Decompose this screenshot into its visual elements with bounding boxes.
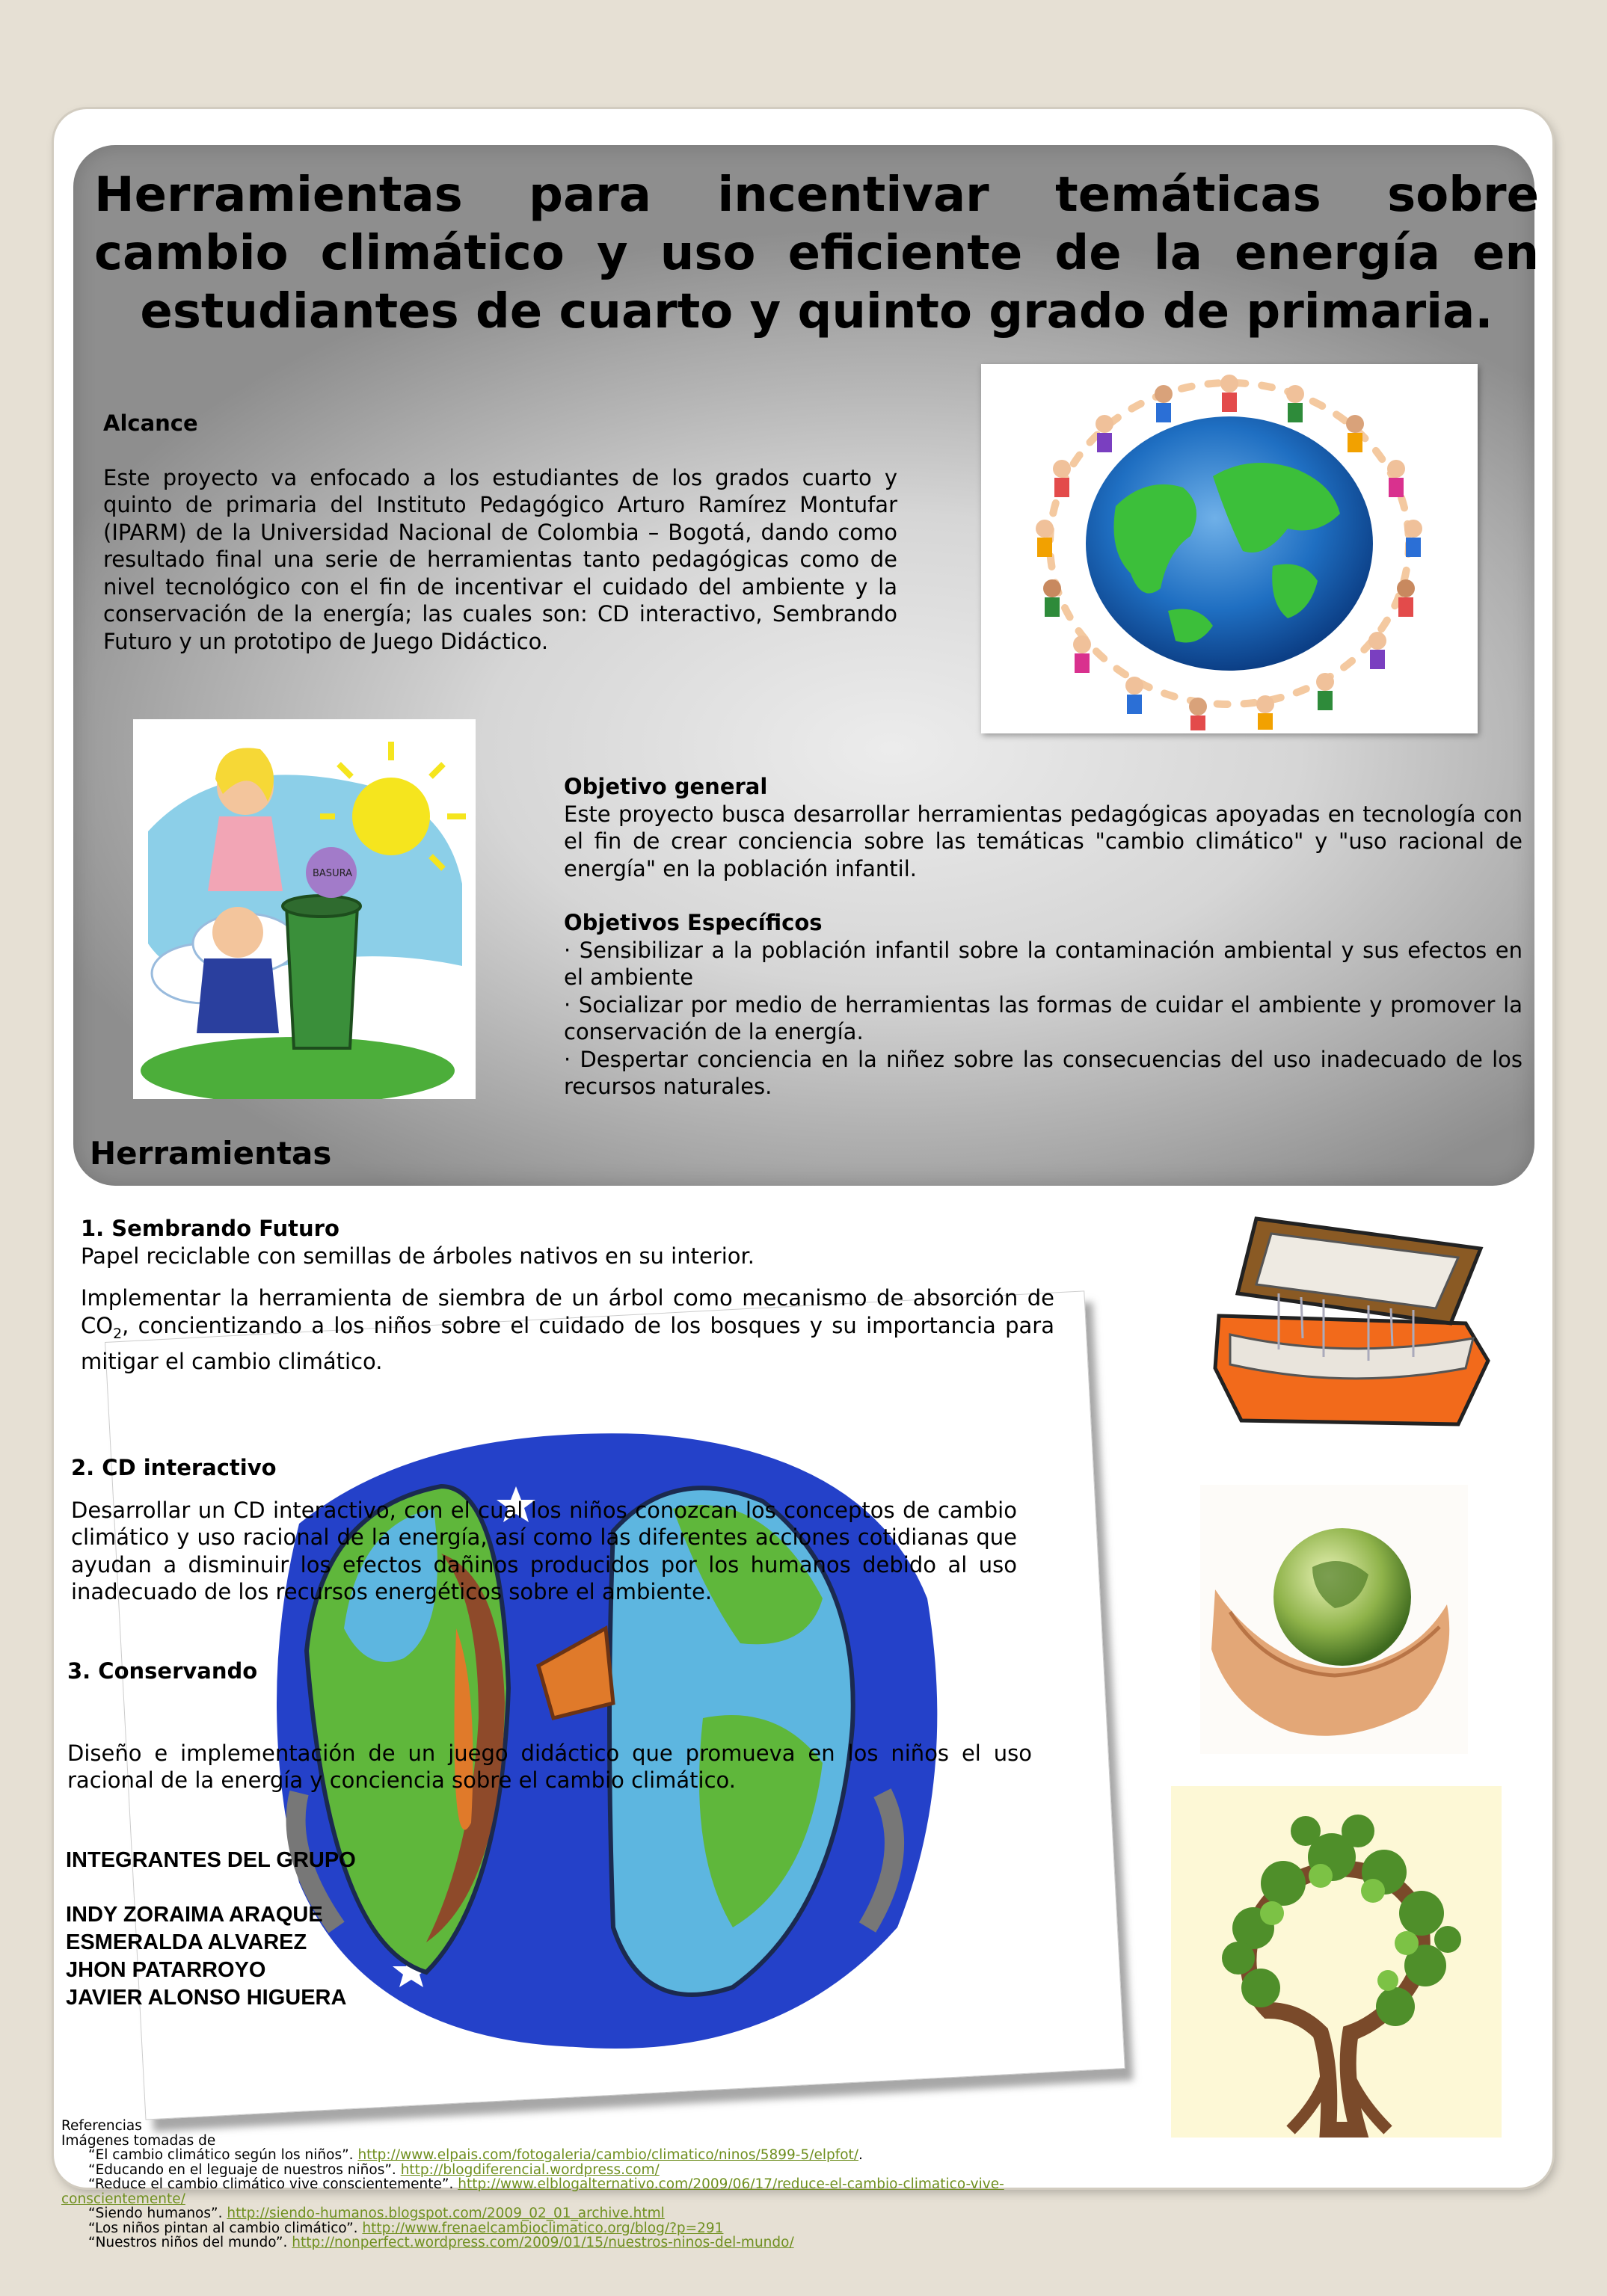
references-heading: Referencias (61, 2118, 142, 2134)
alcance-section (103, 410, 897, 655)
tool-cd-interactivo (71, 1454, 1017, 1606)
reference-link[interactable]: http://www.elblogalternativo.com/2009/06/17/reduce-el-cambio-climatico-vive-conscientemente/ (61, 2176, 1004, 2207)
tool-heading: 2. CD interactivo (71, 1455, 277, 1480)
reference-link[interactable]: http://www.frenaelcambioclimatico.org/blog/?p=291 (362, 2220, 724, 2236)
tool-line: Papel reciclable con semillas de árboles nativos en su interior. (81, 1243, 755, 1269)
tool-text: Diseño e implementación de un juego didáctico que promueva en los niños el uso racional de la energía y conciencia sobre el cambio climático. (67, 1740, 1032, 1793)
tool-text: Desarrollar un CD interactivo, con el cual los niños conozcan los conceptos de cambio climático y uso racional de la energía, así como las diferentes acciones cotidianas que ayudan a disminuir los efectos dañinos producidos por los humanos debido al uso inadecuado de los recursos energéticos sobre el ambiente. (71, 1497, 1017, 1604)
svg-text:BASURA: BASURA (313, 868, 352, 879)
tool-conservando (67, 1658, 1032, 1794)
reference-item: “Educando en el leguaje de nuestros niños”. http://blogdiferencial.wordpress.com/ (88, 2161, 660, 2178)
objetivo-item: · Socializar por medio de herramientas las formas de cuidar el ambiente y promover la conservación de la energía. (564, 991, 1522, 1044)
reference-item: “Siendo humanos”. http://siendo-humanos.blogspot.com/2009_02_01_archive.html (88, 2206, 665, 2221)
team-member: INDY ZORAIMA ARAQUE (66, 1903, 323, 1927)
reference-link[interactable]: http://blogdiferencial.wordpress.com/ (400, 2161, 660, 2178)
tree-earth-icon (1171, 1786, 1502, 2138)
objetivos-especificos-heading: Objetivos Específicos (564, 910, 823, 935)
team-member: ESMERALDA ALVAREZ (66, 1930, 307, 1954)
reference-item: “Los niños pintan al cambio climático”. http://www.frenaelcambioclimatico.org/blog/?p=291 (88, 2220, 724, 2236)
reference-item: “Nuestros niños del mundo”. http://nonperfect.wordpress.com/2009/01/15/nuestros-ninos-del-mundo/ (88, 2235, 794, 2250)
team-member: JAVIER ALONSO HIGUERA (66, 1986, 347, 2010)
team-member: JHON PATARROYO (66, 1958, 266, 1982)
references-section (61, 2119, 1033, 2250)
tool-heading: 1. Sembrando Futuro (81, 1216, 339, 1241)
reference-item: “Reduce el cambio climático vive conscientemente”. http://www.elblogalternativo.com/2009/06/17/reduce-el-cambio-climatico-vive-conscientemente/ (61, 2176, 1004, 2207)
poster-title: Herramientas para incentivar temáticas sobre cambio climático y uso eficiente de la energía en estudiantes de cuarto y quinto grado de primaria. (94, 167, 1539, 339)
objetivos-section (564, 773, 1522, 1101)
hands-globe-image (1200, 1485, 1468, 1754)
hands-globe-icon (1200, 1485, 1468, 1754)
objetivo-item: · Sensibilizar a la población infantil sobre la contaminación ambiental y sus efectos en el ambiente (564, 937, 1522, 990)
objetivo-general-heading: Objetivo general (564, 774, 768, 799)
objetivo-item: · Despertar conciencia en la niñez sobre las consecuencias del uso inadecuado de los recursos naturales. (564, 1046, 1522, 1099)
herramientas-heading: Herramientas (90, 1135, 332, 1172)
alcance-text: Este proyecto va enfocado a los estudiantes de los grados cuarto y quinto de primaria del Instituto Pedagógico Arturo Ramírez Montufar (IPARM) de la Universidad Nacional de Colombia – Bogotá, dando como resultado final una serie de herramientas tanto pedagógicas como de nivel tecnológico con el fin de incentivar el cuidado del ambiente y la conservación de la energía; las cuales son: CD interactivo, Sembrando Futuro y un prototipo de Juego Didáctico. (103, 464, 897, 654)
team-section (66, 1847, 356, 2012)
tool-sembrando-futuro (81, 1215, 1054, 1375)
reference-link[interactable]: http://siendo-humanos.blogspot.com/2009_02_01_archive.html (227, 2206, 665, 2221)
paper-tray-icon (1211, 1211, 1496, 1428)
reference-link[interactable]: http://nonperfect.wordpress.com/2009/01/15/nuestros-ninos-del-mundo/ (292, 2235, 794, 2250)
reference-item: “El cambio climático según los niños”. http://www.elpais.com/fotogaleria/cambio/climatico/ninos/5899-5/elpfot/. (88, 2147, 863, 2163)
alcance-heading: Alcance (103, 410, 198, 436)
tree-earth-image (1171, 1786, 1502, 2138)
team-heading: INTEGRANTES DEL GRUPO (66, 1848, 356, 1872)
globe-children-icon (981, 364, 1478, 733)
trash-cartoon-image (133, 719, 476, 1099)
globe-children-image (981, 364, 1478, 733)
trash-can-icon (133, 719, 476, 1099)
reference-link[interactable]: http://www.elpais.com/fotogaleria/cambio/climatico/ninos/5899-5/elpfot/ (357, 2147, 859, 2163)
references-subheading: Imágenes tomadas de (61, 2132, 216, 2149)
tool-heading: 3. Conservando (67, 1658, 258, 1684)
recycling-tray-image (1211, 1211, 1496, 1428)
tool-text: Implementar la herramienta de siembra de un árbol como mecanismo de absorción de $CO_2$, concientizando a los niños sobre el cuidado de los bosques y su importancia para mitigar el cambio climático. (81, 1285, 1054, 1374)
objetivo-general-text: Este proyecto busca desarrollar herramientas pedagógicas apoyadas en tecnología con el fin de crear conciencia sobre las temáticas "cambio climático" y "uso racional de energía" en la población infantil. (564, 801, 1522, 881)
